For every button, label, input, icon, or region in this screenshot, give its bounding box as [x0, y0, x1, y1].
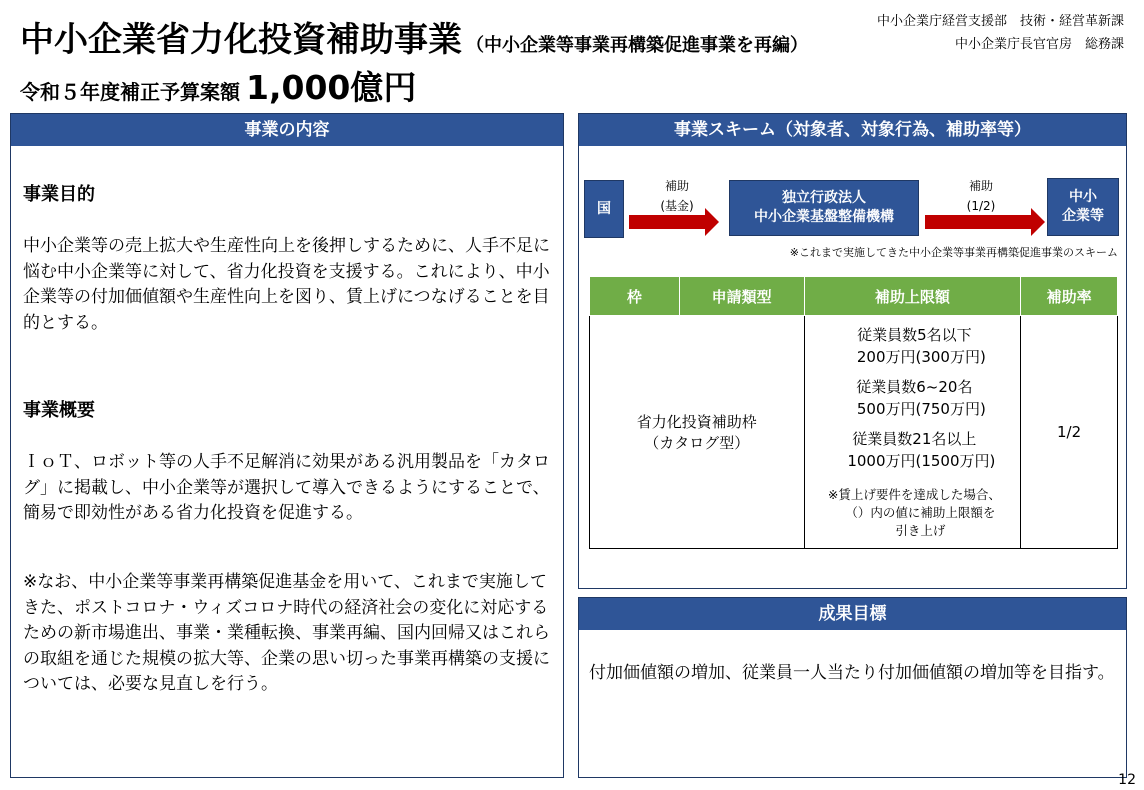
frame-cell — [590, 316, 805, 549]
node-sme-line1: 中小 — [1069, 189, 1097, 205]
business-content-panel — [10, 113, 564, 778]
limit-note-line1: ※賃上げ要件を達成した場合、 — [827, 487, 1001, 502]
node-country — [584, 180, 624, 238]
tier-2-amount: 500万円(750万円) — [856, 400, 986, 418]
page-title — [20, 12, 808, 61]
note-text: ※なお、中小企業等事業再構築促進基金を用いて、これまで実施してきた、ポストコロナ・ウィズコロナ時代の経済社会の変化に対応するための新市場進出、事業・業種転換、事業再編、国内回帰又はこれらの取組を通じた規模の拡大等、企業の思い切った事業再構築の支援については、必要な見直しを行う。 — [23, 572, 550, 694]
limit-note — [815, 486, 1015, 540]
node-agency — [729, 180, 919, 236]
arrow2-label — [941, 176, 1021, 216]
col-header-rate: 補助率 — [1021, 277, 1118, 316]
tier-1 — [815, 324, 1015, 368]
purpose-title: 事業目的 — [23, 184, 95, 205]
scheme-panel — [578, 113, 1127, 589]
business-content-header: 事業の内容 — [11, 114, 563, 146]
tier-1-label: 従業員数5名以下 — [857, 326, 972, 344]
page-number: 12 — [1118, 772, 1136, 788]
tier-1-amount: 200万円(300万円) — [856, 348, 986, 366]
arrow1-label-line1: 補助 — [664, 179, 689, 193]
dept-line-1: 中小企業庁経営支援部 技術・経営革新課 — [876, 14, 1124, 29]
tier-3 — [815, 428, 1015, 472]
arrow2-icon — [925, 215, 1031, 229]
limit-cell — [804, 316, 1021, 549]
tier-2-label: 従業員数6~20名 — [856, 378, 973, 396]
subsidy-table — [589, 276, 1118, 549]
budget-amount: 1,000億円 — [246, 68, 417, 107]
col-header-limit: 補助上限額 — [804, 277, 1021, 316]
overview-text: ＩｏＴ、ロボット等の人手不足解消に効果がある汎用製品を「カタログ」に掲載し、中小企業等が選択して導入できるようにすることで、簡易で即効性がある省力化投資を促進する。 — [23, 452, 550, 523]
result-header: 成果目標 — [579, 598, 1126, 630]
node-country-label: 国 — [597, 200, 611, 217]
main-title: 中小企業省力化投資補助事業 — [20, 20, 462, 60]
frame-line1: 省力化投資補助枠 — [636, 413, 757, 431]
scheme-note: ※これまで実施してきた中小企業等事業再構築促進事業のスキーム — [789, 246, 1118, 259]
arrow1-label-line2: (基金) — [660, 199, 694, 213]
tier-3-label: 従業員数21名以上 — [852, 430, 977, 448]
result-panel — [578, 597, 1127, 778]
dept-line-2: 中小企業庁長官官房 総務課 — [954, 37, 1124, 52]
col-header-frame: 枠 — [590, 277, 680, 316]
budget-label: 令和５年度補正予算案額 — [20, 80, 240, 104]
result-text: 付加価値額の増加、従業員一人当たり付加価値額の増加等を目指す。 — [589, 663, 1115, 683]
overview-title: 事業概要 — [23, 400, 95, 421]
tier-2 — [815, 376, 1015, 420]
table-header-row — [590, 277, 1118, 316]
node-agency-line1: 独立行政法人 — [782, 190, 866, 206]
col-header-type: 申請類型 — [679, 277, 804, 316]
node-sme — [1047, 178, 1119, 236]
table-row — [590, 316, 1118, 549]
node-sme-line2: 企業等 — [1062, 208, 1104, 224]
node-agency-line2: 中小企業基盤整備機構 — [754, 209, 894, 225]
limit-note-line3: 引き上げ — [895, 523, 946, 538]
purpose-text: 中小企業等の売上拡大や生産性向上を後押しするために、人手不足に悩む中小企業等に対して、省力化投資を支援する。これにより、中小企業等の付加価値額や生産性向上を図り、賃上げにつなげることを目的とする。 — [23, 236, 550, 333]
subtitle: （中小企業等事業再構築促進事業を再編） — [466, 35, 808, 56]
limit-note-line2: （）内の値に補助上限額を — [845, 505, 996, 520]
scheme-header: 事業スキーム（対象者、対象行為、補助率等） — [579, 114, 1126, 146]
arrow2-label-line1: 補助 — [968, 179, 993, 193]
arrow2-label-line2: (1/2) — [966, 199, 996, 213]
frame-line2: （カタログ型） — [644, 434, 750, 452]
budget-line — [20, 62, 416, 109]
arrow1-icon — [629, 215, 705, 229]
rate-cell: 1/2 — [1021, 316, 1118, 549]
tier-3-amount: 1000万円(1500万円) — [847, 452, 996, 470]
